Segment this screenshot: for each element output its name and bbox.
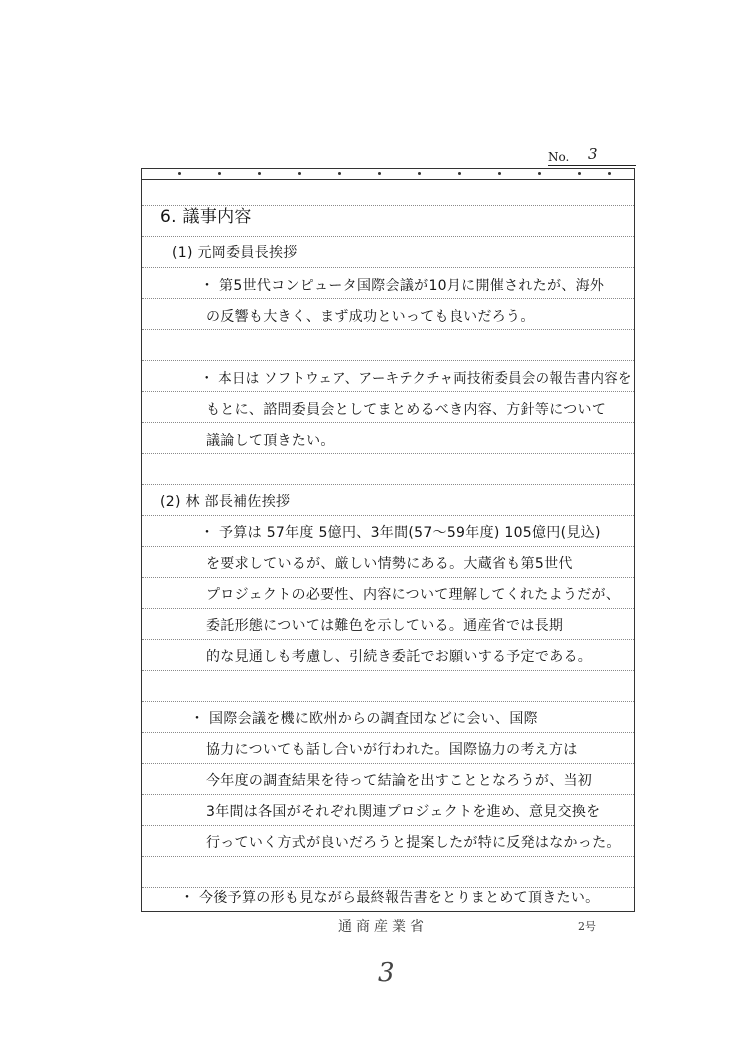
text-line: の反響も大きく、まず成功といっても良いだろう。 xyxy=(206,309,535,325)
ruled-line xyxy=(142,515,634,516)
ruled-line xyxy=(142,453,634,454)
text-line: ・ 予算は 57年度 5億円、3年間(57〜59年度) 105億円(見込) xyxy=(200,525,601,541)
text-line: 3年間は各国がそれぞれ関連プロジェクトを進め、意見交換を xyxy=(206,804,601,820)
header-dot xyxy=(418,172,421,175)
ruled-line xyxy=(142,670,634,671)
page-number-underline xyxy=(548,165,636,166)
subsection-heading: (1) 元岡委員長挨拶 xyxy=(172,245,298,261)
text-line: を要求しているが、厳しい情勢にある。大蔵省も第5世代 xyxy=(206,556,573,572)
header-dot xyxy=(498,172,501,175)
ruled-line xyxy=(142,763,634,764)
header-dot xyxy=(538,172,541,175)
header-rule xyxy=(142,179,634,180)
ruled-line xyxy=(142,267,634,268)
ruled-line xyxy=(142,298,634,299)
ruled-line xyxy=(142,422,634,423)
ruled-line xyxy=(142,205,634,206)
header-dot xyxy=(378,172,381,175)
ruled-line xyxy=(142,236,634,237)
ruled-line xyxy=(142,825,634,826)
header-dot xyxy=(258,172,261,175)
header-dot xyxy=(298,172,301,175)
text-line: もとに、諮問委員会としてまとめるべき内容、方針等について xyxy=(206,402,607,418)
header-dot xyxy=(178,172,181,175)
text-line: 委託形態については難色を示している。通産省では長期 xyxy=(206,618,564,634)
ruled-line xyxy=(142,608,634,609)
header-dot xyxy=(458,172,461,175)
ruled-line xyxy=(142,887,634,888)
subsection-heading: (2) 林 部長補佐挨拶 xyxy=(160,494,291,510)
page-number-field xyxy=(548,146,636,166)
text-line: 今年度の調査結果を待って結論を出すこととなろうが、当初 xyxy=(206,773,593,789)
ruled-line xyxy=(142,546,634,547)
text-line: ・ 国際会議を機に欧州からの調査団などに会い、国際 xyxy=(190,711,538,727)
ruled-line xyxy=(142,856,634,857)
ruled-line xyxy=(142,732,634,733)
page-number-value: 3 xyxy=(588,145,598,163)
text-line: ・ 本日は ソフトウェア、アーキテクチャ両技術委員会の報告書内容を xyxy=(200,371,632,387)
ruled-line xyxy=(142,794,634,795)
header-dot xyxy=(608,172,611,175)
ruled-line xyxy=(142,701,634,702)
header-dot xyxy=(218,172,221,175)
ruled-line xyxy=(142,360,634,361)
ruled-line xyxy=(142,484,634,485)
ruled-line xyxy=(142,639,634,640)
header-dots xyxy=(142,172,634,176)
header-dot xyxy=(338,172,341,175)
text-line: プロジェクトの必要性、内容について理解してくれたようだが、 xyxy=(206,587,621,603)
section-heading: 6. 議事内容 xyxy=(160,207,252,227)
header-dot xyxy=(578,172,581,175)
ministry-footer: 通商産業省 xyxy=(338,919,428,935)
text-line: 的な見通しも考慮し、引続き委託でお願いする予定である。 xyxy=(206,649,593,665)
text-line: ・ 第5世代コンピュータ国際会議が10月に開催されたが、海外 xyxy=(200,278,605,294)
ruled-line xyxy=(142,577,634,578)
form-code: 2号 xyxy=(578,920,596,933)
ruled-line xyxy=(142,391,634,392)
text-line: ・ 今後予算の形も見ながら最終報告書をとりまとめて頂きたい。 xyxy=(180,890,600,906)
ruled-line xyxy=(142,329,634,330)
text-line: 行っていく方式が良いだろうと提案したが特に反発はなかった。 xyxy=(206,835,621,851)
text-line: 協力についても話し合いが行われた。国際協力の考え方は xyxy=(206,742,578,758)
handwritten-page-number: 3 xyxy=(378,958,395,988)
text-line: 議論して頂きたい。 xyxy=(206,433,335,449)
page-number-label: No. xyxy=(548,150,570,164)
